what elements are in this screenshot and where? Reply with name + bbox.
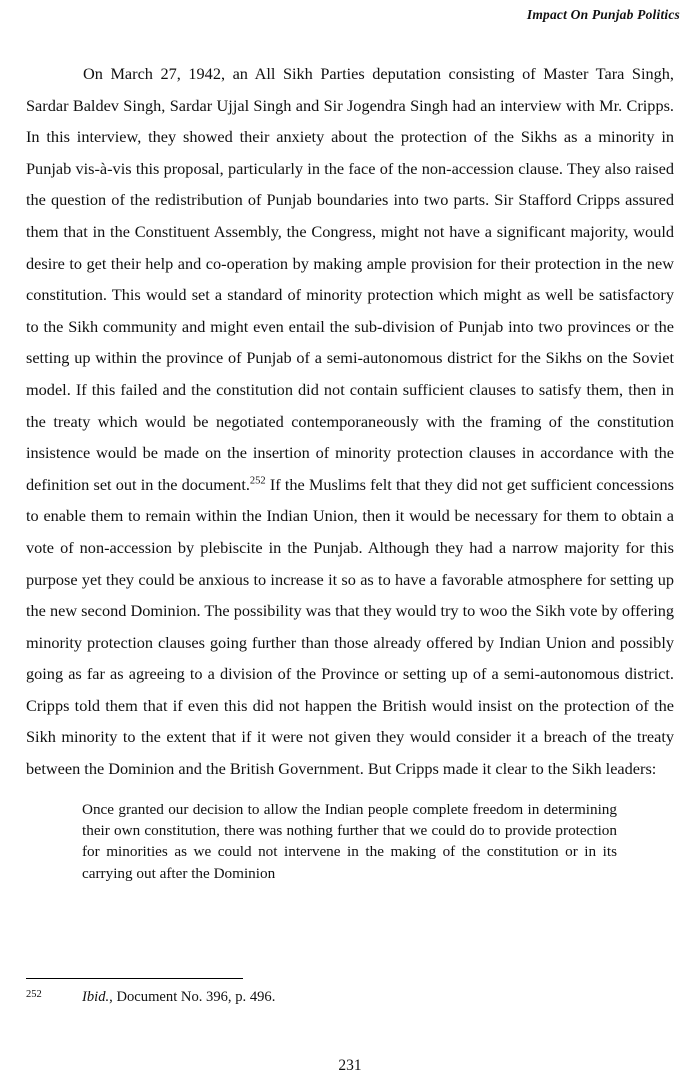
block-quotation (82, 799, 617, 885)
body-paragraph-text-part-1: On March 27, 1942, an All Sikh Parties deputation consisting of Master Tara Singh, Sardar Baldev Singh, Sardar Ujjal Singh and Sir Jogendra Singh had an interview with Mr. Cripps. In this interview, they showed their anxiety about the protection of the Sikhs as a minority in Punjab vis-à-vis this proposal, particularly in the face of the non-accession clause. They also raised the question of the redistribution of Punjab boundaries into two parts. Sir Stafford Cripps assured them that in the Constituent Assembly, the Congress, might not have a significant majority, would desire to get their help and co-operation by making ample provision for their protection in the new constitution. This would set a standard of minority protection which might as well be satisfactory to the Sikh community and might even entail the sub-division of Punjab into two provinces or the setting up within the province of Punjab of a semi-autonomous district for the Sikhs on the Soviet model. If this failed and the constitution did not contain sufficient clauses to satisfy them, then in the treaty which would be negotiated contemporaneously with the framing of the constitution insistence would be made on the insertion of minority protection clauses in accordance with the definition set out in the document. (26, 64, 674, 494)
block-quotation-text: Once granted our decision to allow the Indian people complete freedom in determining their own constitution, there was nothing further that we could do to provide protection for minorities as we could not intervene in the making of the constitution or in its carrying out after the Dominion (82, 800, 617, 882)
footnote-ibid-label: Ibid. (82, 989, 110, 1005)
page-number: 231 (338, 1057, 362, 1074)
page-body-content (26, 58, 674, 884)
footnote-entry (26, 987, 674, 1007)
footnote-separator-rule (26, 978, 243, 979)
footnote-text (82, 987, 275, 1007)
footnote-reference-marker[interactable]: 252 (249, 475, 266, 487)
footnote-number: 252 (26, 989, 42, 1000)
body-paragraph-text-part-2: If the Muslims felt that they did not get sufficient concessions to enable them to remain within the Indian Union, then it would be necessary for them to obtain a vote of non-accession by plebiscite in the Punjab. Although they had a narrow majority for this purpose yet they could be anxious to increase it so as to have a favorable atmosphere for setting up the new second Dominion. The possibility was that they would try to woo the Sikh vote by offering minority protection clauses going further than those already offered by Indian Union and possibly going as far as agreeing to a division of the Province or setting up of a semi-autonomous district. Cripps told them that if even this did not happen the British would insist on the protection of the Sikh minority to the extent that if it were not given they would consider it a breach of the treaty between the Dominion and the British Government. But Cripps made it clear to the Sikh leaders: (26, 474, 674, 779)
footnote-citation-rest: , Document No. 396, p. 496. (109, 989, 276, 1005)
body-paragraph (26, 58, 674, 785)
footnote-area (26, 978, 674, 1007)
running-header: Impact On Punjab Politics (526, 7, 680, 22)
